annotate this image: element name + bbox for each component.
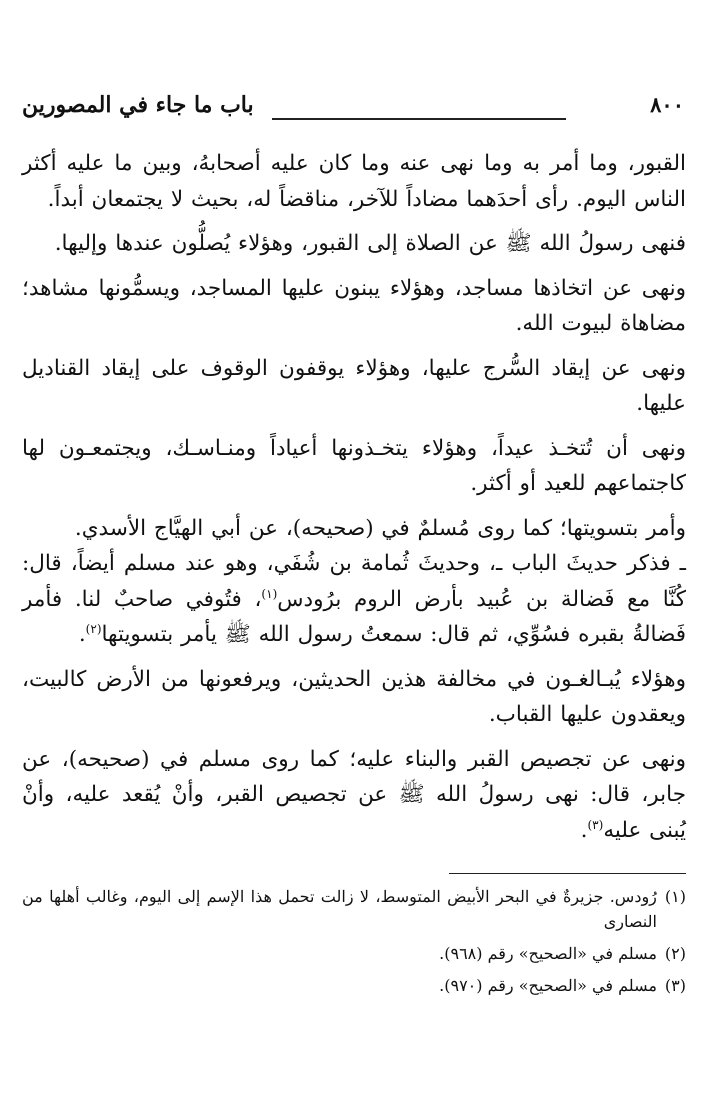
paragraph-with-footnote-refs — [22, 546, 686, 653]
page-header — [22, 92, 686, 132]
paragraph: ونهى عن اتخاذها مساجد، وهؤلاء يبنون عليها المساجد، ويسمُّونها مشاهد؛ مضاهاة لبيوت الله. — [22, 275, 686, 336]
paragraph-text: ـ فذكر حديثَ الباب ـ، وحديثَ ثُمامة بن شُفَي، وهو عند مسلم أيضاً، قال: كُنَّا مع فَضالة بن عُبيد بأرض الروم برُودس — [22, 551, 687, 612]
paragraph: ونهى أن تُتخـذ عيداً، وهؤلاء يتخـذونها أعياداً ومنـاسـك، ويجتمعـون لها كاجتماعهم للعيد أو أكثر. — [22, 435, 686, 496]
paragraph-text: . — [580, 817, 588, 843]
footnote-text: مسلم في «الصحيح» رقم (٩٧٠). — [439, 976, 657, 995]
main-text — [22, 146, 686, 857]
paragraph: وهؤلاء يُبـالغـون في مخالفة هذين الحديثين، ويرفعونها من الأرض كالبيت، ويعقدون عليها القباب. — [22, 666, 686, 727]
footnote-ref: (٣) — [587, 817, 604, 832]
paragraph-text: . — [78, 622, 86, 647]
footnote-text: رُودس. جزيرةٌ في البحر الأبيض المتوسط، لا زالت تحمل هذا الإسم إلى اليوم، وغالب أهلها من النصارى — [22, 887, 657, 931]
footnote — [22, 941, 686, 966]
paragraph-text: ونهى عن تجصيص القبر والبناء عليه؛ كما روى مسلم في (صحيحه)، عن جابر، قال: نهى رسولُ الله ﷺ عن تجصيص القبر، وأنْ يُقعد عليه، وأنْ يُبنى عليه — [22, 746, 686, 843]
footnote-number: (٢) — [664, 944, 686, 963]
footnote — [22, 884, 686, 934]
footnote-number: (٣) — [664, 976, 686, 995]
footnote-text: مسلم في «الصحيح» رقم (٩٦٨). — [439, 944, 657, 963]
paragraph: القبور، وما أمر به وما نهى عنه وما كان عليه أصحابهُ، وبين ما عليه أكثر الناس اليوم. رأى أحدَهما مضاداً للآخر، مناقضاً له، بحيث لا يجتمعان أبداً. — [22, 151, 686, 212]
footnote-number: (١) — [664, 887, 686, 906]
header-rule — [272, 118, 566, 120]
footnote-separator — [449, 873, 686, 874]
paragraph: وأمر بتسويتها؛ كما روى مُسلمٌ في (صحيحه)، عن أبي الهيَّاج الأسدي. — [74, 515, 686, 541]
footnotes — [22, 884, 686, 1005]
footnote-ref: (١) — [261, 586, 278, 601]
paragraph-with-footnote-ref — [22, 742, 686, 849]
footnote — [22, 973, 686, 998]
chapter-title: باب ما جاء في المصورين — [22, 92, 254, 118]
footnote-ref: (٢) — [85, 621, 102, 636]
paragraph: فنهى رسولُ الله ﷺ عن الصلاة إلى القبور، وهؤلاء يُصلُّون عندها وإليها. — [54, 231, 686, 256]
page-number: ٨٠٠ — [650, 92, 684, 117]
paragraph: ونهى عن إيقاد السُّرج عليها، وهؤلاء يوقفون الوقوف على إيقاد القناديل عليها. — [22, 355, 686, 416]
paragraph-text: ، فتُوفي صاحبٌ لنا. فأمر فَضالةُ بقبره فسُوِّي، ثم قال: سمعتُ رسول الله ﷺ يأمر بتسويتها — [22, 586, 686, 647]
